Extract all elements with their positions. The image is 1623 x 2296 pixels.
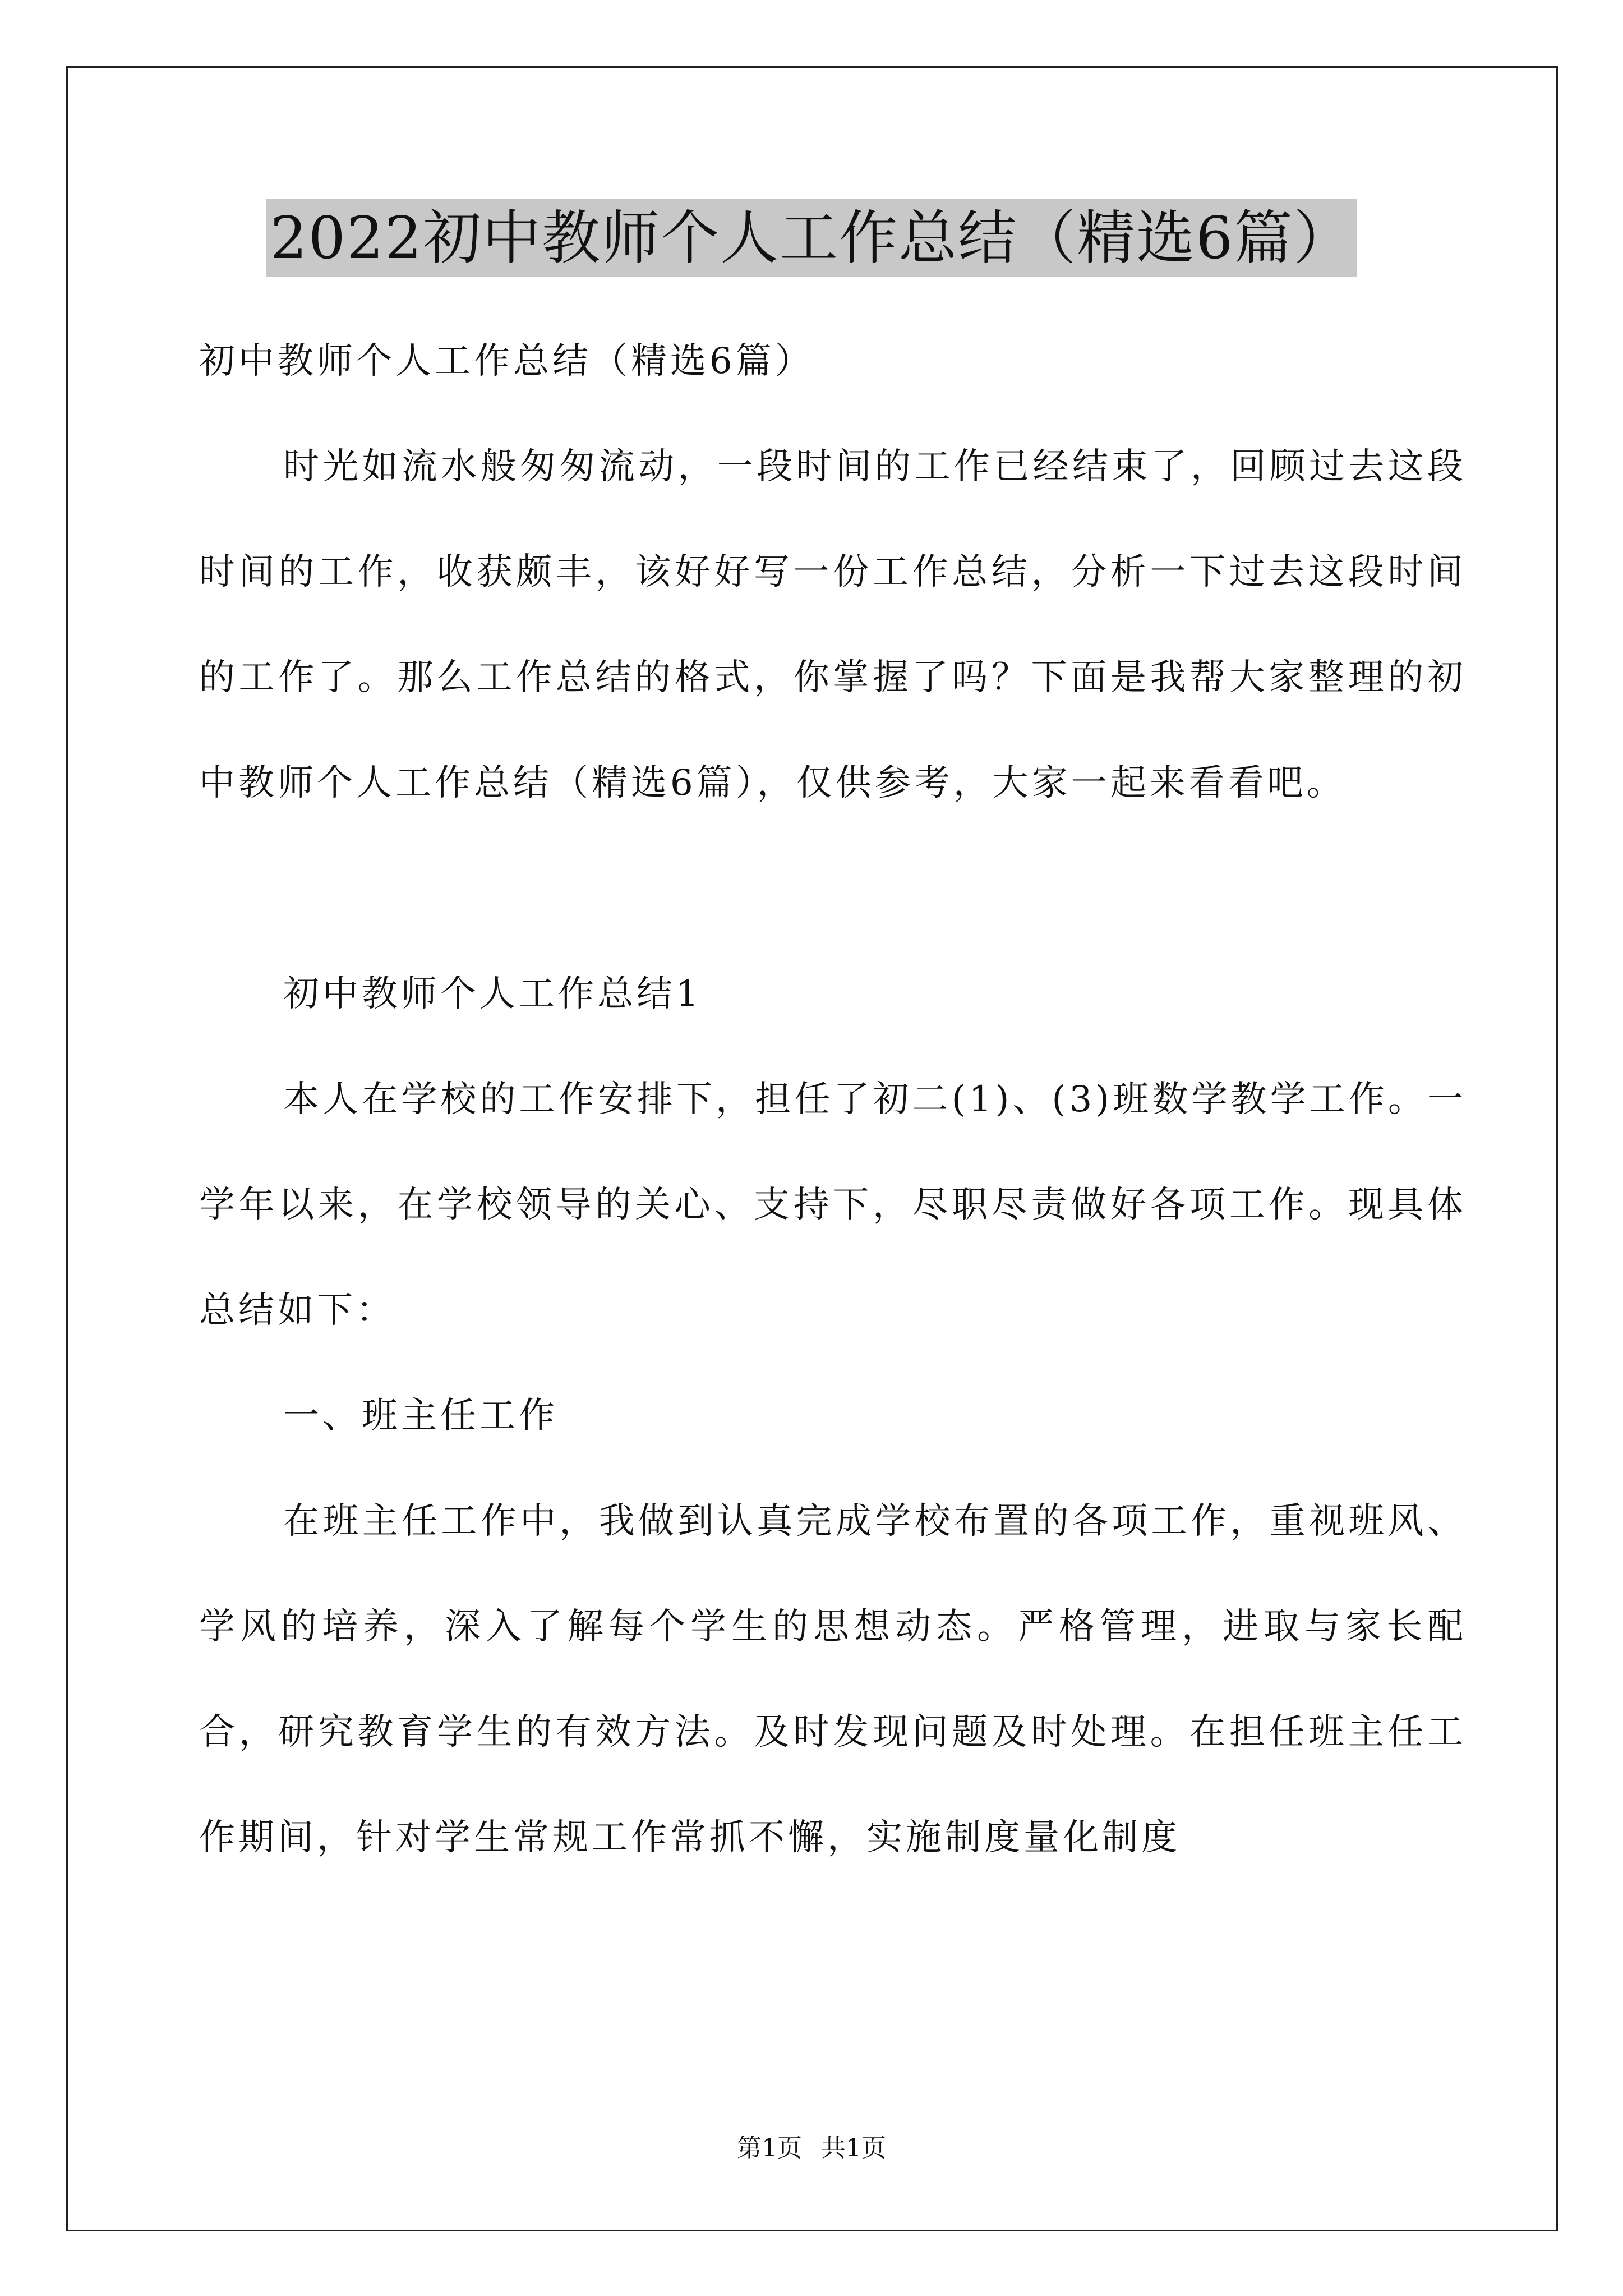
body-paragraph: 本人在学校的工作安排下，担任了初二(1)、(3)班数学教学工作。一学年以来，在学校领导的关心、支持下，尽职尽责做好各项工作。现具体总结如下： xyxy=(199,1079,1467,1331)
body-paragraph: 在班主任工作中，我做到认真完成学校布置的各项工作，重视班风、学风的培养，深入了解每个学生的思想动态。严格管理，进取与家长配合，研究教育学生的有效方法。及时发现问题及时处理。在担任班主任工作期间，针对学生常规工作常抓不懈，实施制度量化制度 xyxy=(199,1501,1467,1858)
paragraph-spacer xyxy=(199,836,1467,941)
section-heading: 初中教师个人工作总结1 xyxy=(283,973,702,1015)
title-container xyxy=(0,199,1623,277)
intro-paragraph: 时光如流水般匆匆流动，一段时间的工作已经结束了，回顾过去这段时间的工作，收获颇丰，该好好写一份工作总结，分析一下过去这段时间的工作了。那么工作总结的格式，你掌握了吗？下面是我帮大家整理的初中教师个人工作总结（精选6篇），仅供参考，大家一起来看看吧。 xyxy=(199,446,1467,804)
document-body xyxy=(199,309,1467,1890)
page-footer xyxy=(0,2132,1623,2165)
page-total: 共1页 xyxy=(821,2134,886,2162)
subsection-heading: 一、班主任工作 xyxy=(283,1395,558,1437)
page-number: 第1页 xyxy=(737,2134,802,2162)
document-title: 2022初中教师个人工作总结（精选6篇） xyxy=(266,199,1358,277)
subtitle-line: 初中教师个人工作总结（精选6篇） xyxy=(199,341,814,382)
